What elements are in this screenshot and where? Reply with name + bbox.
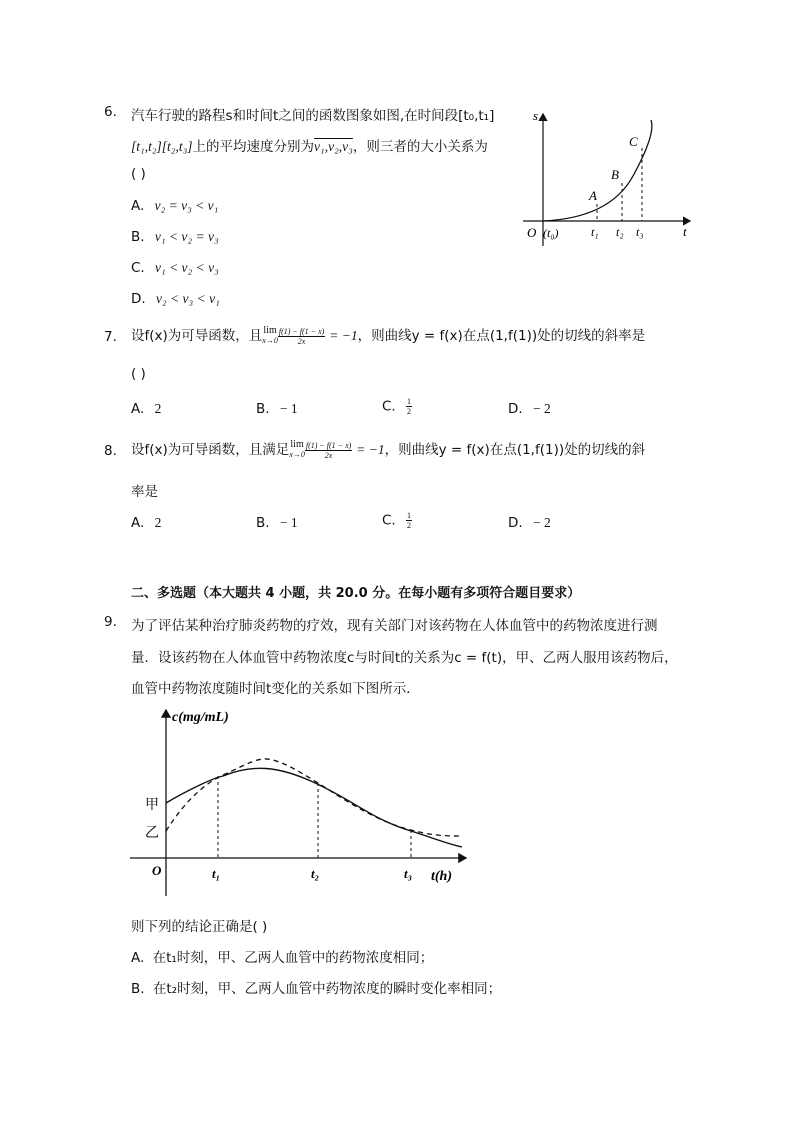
- yi-label: 乙: [145, 825, 159, 841]
- q8-option-a[interactable]: [131, 515, 161, 531]
- option-label: C.: [382, 398, 396, 415]
- q9-line1: 为了评估某种治疗肺炎药物的疗效，现有关部门对该药物在人体血管中的药物浓度进行测: [131, 618, 658, 634]
- x-axis-label: t(h): [431, 869, 452, 884]
- frac-den: 2x: [324, 450, 333, 460]
- point-a: A: [589, 188, 597, 203]
- tick-t2: t₂: [616, 225, 624, 239]
- x-axis-label: t: [683, 224, 687, 239]
- option-text: v₁ < v₂ < v₃: [155, 260, 219, 275]
- q9-prompt: 则下列的结论正确是( ): [131, 919, 268, 935]
- option-text: 2: [154, 515, 162, 530]
- q7-number: 7.: [104, 329, 117, 345]
- frac-den: 2: [407, 521, 412, 530]
- tick-t2: t₂: [311, 866, 320, 881]
- option-label: A.: [131, 198, 145, 214]
- option-label: B.: [256, 401, 270, 417]
- q8-option-d[interactable]: [508, 515, 551, 531]
- y-axis-label: s: [533, 108, 539, 123]
- q7-option-c[interactable]: [382, 397, 412, 416]
- q9-number: 9.: [104, 614, 117, 630]
- option-text: 2: [154, 401, 162, 416]
- t0-label: (t₀): [543, 226, 559, 240]
- q7-pre: 设f(x)为可导函数，且: [131, 328, 263, 344]
- q8-eq: = −1: [356, 442, 385, 457]
- q8-option-b[interactable]: [256, 515, 298, 531]
- q6-line1: 汽车行驶的路程s和时间t之间的函数图象如图,在时间段[t₀,t₁]: [131, 108, 495, 124]
- option-text: v₁ < v₂ = v₃: [154, 229, 219, 244]
- q8-line2: 率是: [131, 484, 158, 500]
- option-text: − 2: [532, 515, 551, 530]
- option-text: − 2: [532, 401, 551, 416]
- option-label: B.: [256, 515, 270, 531]
- option-label: D.: [508, 515, 523, 531]
- q6-vars: v₁,v₂,v₃: [314, 139, 353, 154]
- option-label: C.: [131, 260, 145, 276]
- option-label: A.: [131, 401, 145, 417]
- q9-line3: 血管中药物浓度随时间t变化的关系如下图所示．: [131, 681, 420, 697]
- option-label: B.: [131, 981, 145, 997]
- q7-paren: ( ): [131, 366, 146, 382]
- option-label: C.: [382, 512, 396, 529]
- q7-option-d[interactable]: [508, 401, 551, 417]
- lim-word: lim: [263, 325, 277, 336]
- option-text: v₂ = v₃ < v₁: [154, 198, 219, 213]
- option-text: − 1: [279, 515, 298, 530]
- q7-fraction: [278, 327, 325, 346]
- q6-paren: ( ): [131, 166, 146, 182]
- y-axis-label: c(mg/mL): [172, 710, 229, 725]
- q7-option-a[interactable]: [131, 401, 161, 417]
- q7-stem: [131, 323, 645, 349]
- frac-num: f(1) − f(1 − x): [278, 326, 325, 336]
- q8-post: ，则曲线y = f(x)在点(1,f(1))处的切线的斜: [384, 442, 646, 458]
- lim-word: lim: [290, 439, 304, 450]
- frac-den: 2x: [297, 336, 306, 346]
- q8-option-c[interactable]: [382, 511, 412, 530]
- tick-t3: t₃: [404, 866, 413, 881]
- option-text: v₂ < v₃ < v₁: [155, 291, 220, 306]
- option-label: D.: [131, 291, 146, 307]
- q6-option-d[interactable]: [131, 291, 220, 307]
- q8-limit: [289, 440, 305, 460]
- q6-number: 6.: [104, 104, 117, 120]
- q9-line2: 量．设该药物在人体血管中药物浓度c与时间t的关系为c = f(t)，甲、乙两人服用该药物后，: [131, 650, 678, 666]
- q6-line2-text: 上的平均速度分别为: [192, 139, 315, 155]
- tick-t1: t₁: [591, 225, 599, 239]
- q9-option-a[interactable]: [131, 946, 433, 966]
- option-fraction: [406, 511, 412, 530]
- q6-distance-time-graph: [515, 106, 700, 251]
- q7-post: ，则曲线y = f(x)在点(1,f(1))处的切线的斜率是: [357, 328, 646, 344]
- option-text: 在t₁时刻，甲、乙两人血管中的药物浓度相同；: [152, 950, 434, 966]
- origin-label: O: [152, 863, 162, 878]
- option-text: 在t₂时刻，甲、乙两人血管中药物浓度的瞬时变化率相同；: [152, 981, 502, 997]
- q8-pre: 设f(x)为可导函数，且满足: [131, 442, 290, 458]
- q6-option-c[interactable]: [131, 260, 219, 276]
- q8-number: 8.: [104, 443, 117, 459]
- tick-t1: t₁: [212, 866, 221, 881]
- point-b: B: [611, 167, 619, 182]
- q7-eq: = −1: [329, 328, 358, 343]
- q9-option-b[interactable]: [131, 977, 501, 997]
- lim-sub: x→0: [289, 450, 305, 459]
- frac-num: f(1) − f(1 − x): [305, 440, 352, 450]
- q9-concentration-graph: [128, 704, 473, 899]
- tick-t3: t₃: [636, 225, 644, 239]
- q7-option-b[interactable]: [256, 401, 298, 417]
- frac-num: 1: [407, 397, 412, 406]
- point-c: C: [629, 134, 638, 149]
- yi-curve: [166, 759, 462, 836]
- option-text: − 1: [279, 401, 298, 416]
- lim-sub: x→0: [262, 336, 278, 345]
- option-label: B.: [131, 229, 145, 245]
- origin-label: O: [527, 225, 537, 240]
- section2-title: 二、多选题（本大题共 4 小题，共 20.0 分。在每小题有多项符合题目要求）: [131, 586, 581, 601]
- q8-fraction: [305, 441, 352, 460]
- q7-limit: [262, 326, 278, 346]
- q6-option-a[interactable]: [131, 198, 218, 214]
- option-label: A.: [131, 950, 145, 966]
- jia-label: 甲: [145, 797, 159, 813]
- q6-line2: [131, 135, 488, 155]
- option-label: D.: [508, 401, 523, 417]
- option-fraction: [406, 397, 412, 416]
- q6-option-b[interactable]: [131, 229, 219, 245]
- frac-num: 1: [407, 511, 412, 520]
- q8-stem: [131, 437, 645, 463]
- option-label: A.: [131, 515, 145, 531]
- q6-intervals: [t₁,t₂][t₂,t₃]: [131, 139, 193, 154]
- q6-line2-tail: ，则三者的大小关系为: [352, 139, 488, 155]
- frac-den: 2: [407, 407, 412, 416]
